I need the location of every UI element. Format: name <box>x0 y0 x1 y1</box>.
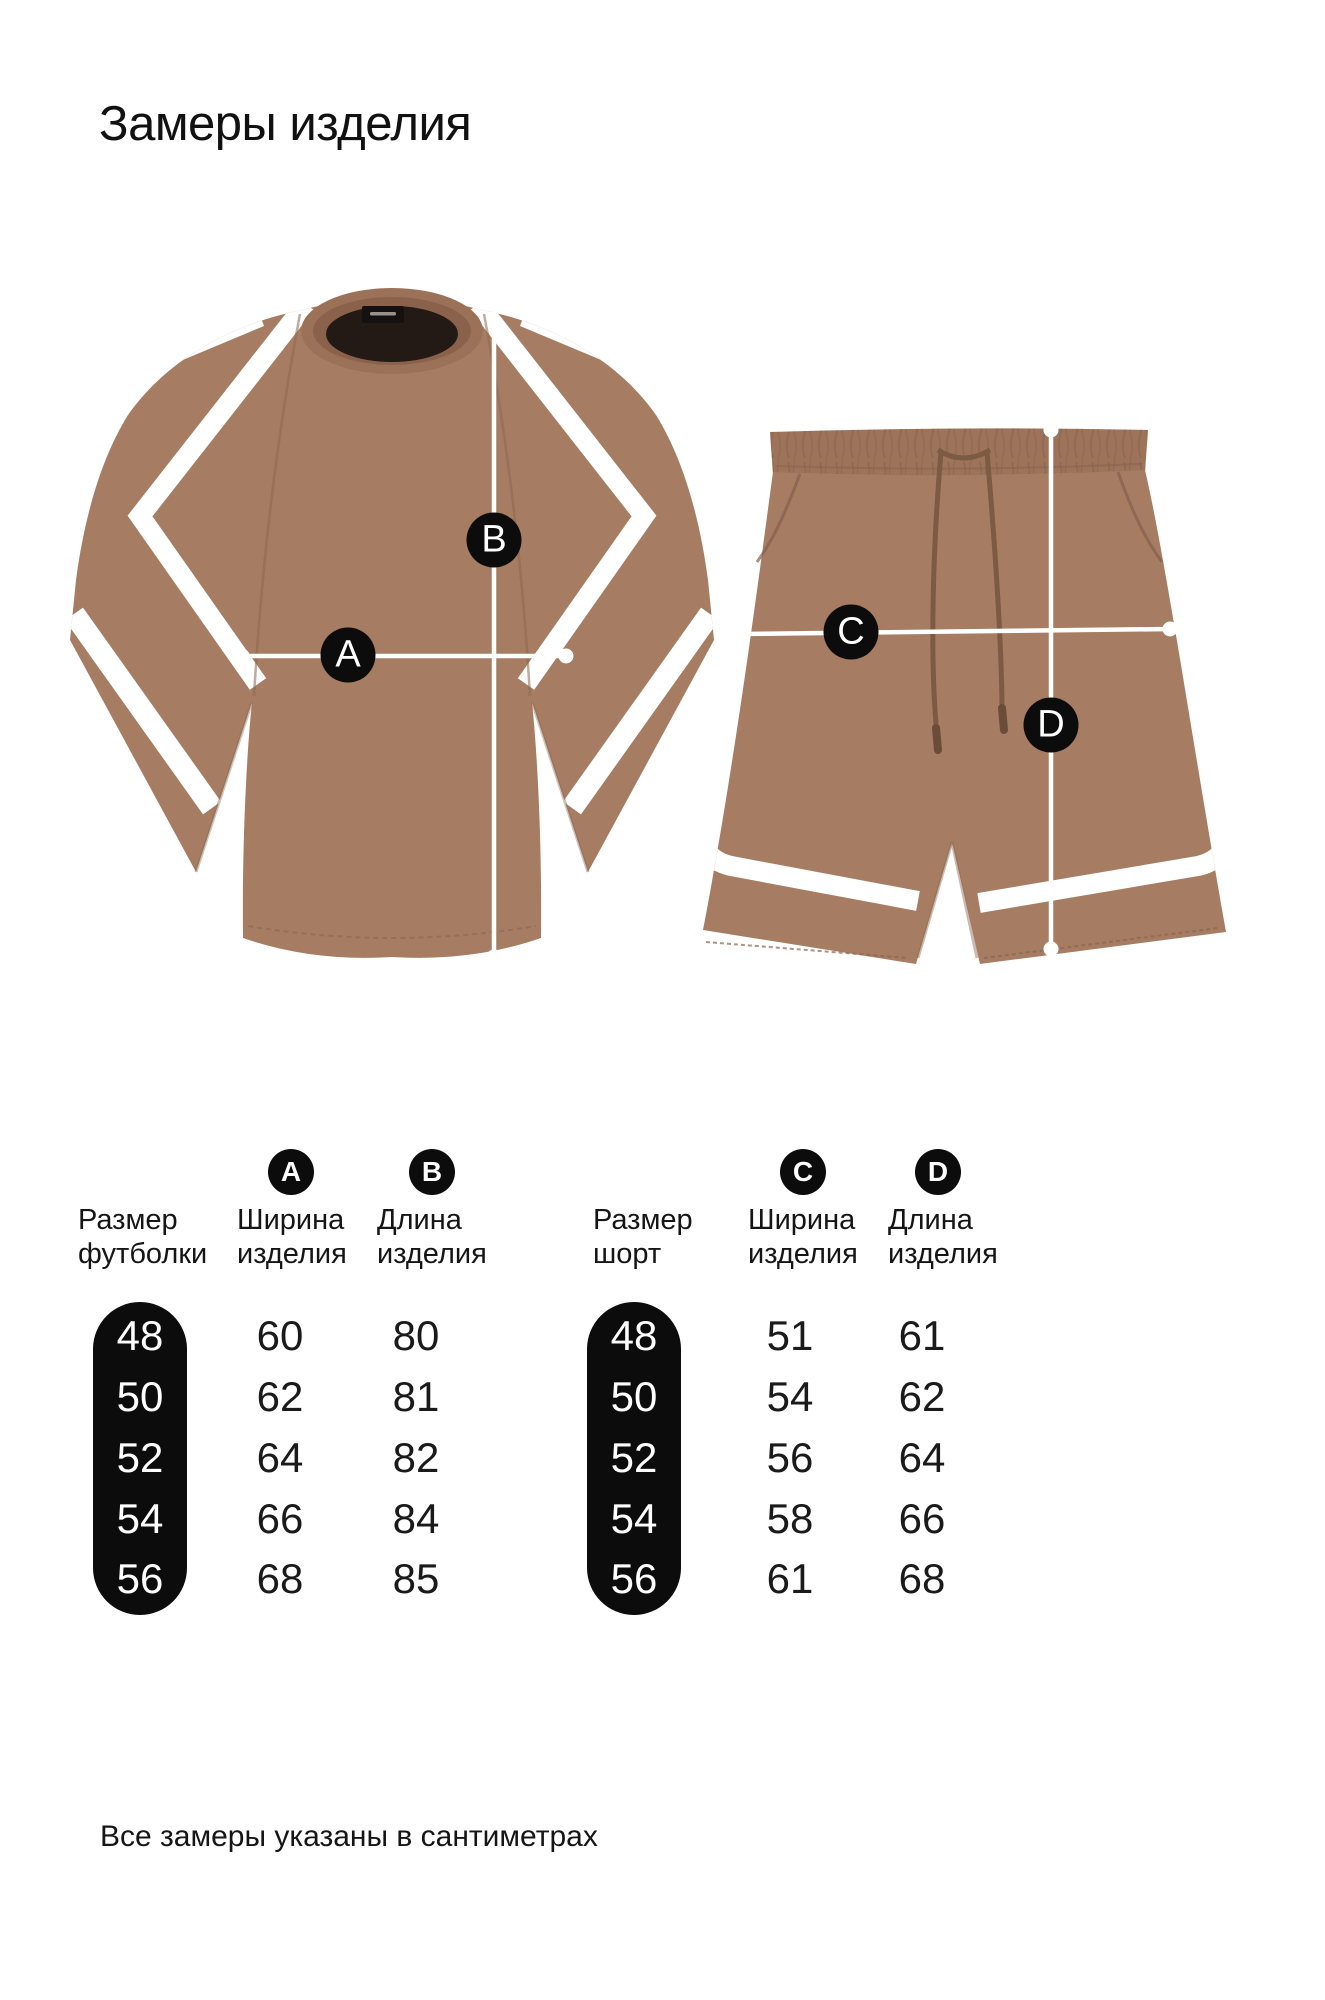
shorts-size-cell: 56 <box>610 1555 658 1602</box>
tshirt-length-cell: 82 <box>392 1434 440 1481</box>
tshirt-collar <box>301 288 483 374</box>
marker-c-badge: C <box>824 605 879 660</box>
shorts-size-cell: 50 <box>610 1373 658 1420</box>
shorts-width-cell: 51 <box>766 1312 814 1359</box>
table-marker-b-badge: B <box>409 1149 455 1195</box>
tshirt-width-cell: 68 <box>256 1555 304 1602</box>
tshirt-size-cell: 48 <box>116 1312 164 1359</box>
shorts-size-cell: 48 <box>610 1312 658 1359</box>
tshirt-length-cell: 81 <box>392 1373 440 1420</box>
shorts-width-cell: 54 <box>766 1373 814 1420</box>
tshirt-width-column-header: Ширина изделия <box>237 1204 347 1270</box>
shorts-length-cell: 66 <box>898 1495 946 1542</box>
tshirt-size-cell: 50 <box>116 1373 164 1420</box>
tshirt-width-cell: 66 <box>256 1495 304 1542</box>
tshirt-body <box>70 298 714 958</box>
tshirt-width-cell: 64 <box>256 1434 304 1481</box>
tshirt-length-cell: 80 <box>392 1312 440 1359</box>
tshirt-size-cell: 56 <box>116 1555 164 1602</box>
tshirt-size-cell: 54 <box>116 1495 164 1542</box>
tshirt-length-column-header: Длина изделия <box>377 1204 487 1270</box>
shorts-length-cell: 68 <box>898 1555 946 1602</box>
shorts-length-cell: 61 <box>898 1312 946 1359</box>
shorts-width-cell: 56 <box>766 1434 814 1481</box>
tshirt-illustration <box>70 288 714 958</box>
table-marker-c-badge: C <box>780 1149 826 1195</box>
shorts-body <box>703 470 1226 964</box>
shorts-width-cell: 61 <box>766 1555 814 1602</box>
tshirt-size-cell: 52 <box>116 1434 164 1481</box>
shorts-size-column-header: Размер шорт <box>593 1204 693 1270</box>
table-marker-a-badge: A <box>268 1149 314 1195</box>
page-title: Замеры изделия <box>99 97 472 151</box>
shorts-width-column-header: Ширина изделия <box>748 1204 858 1270</box>
shorts-size-cell: 52 <box>610 1434 658 1481</box>
shorts-length-column-header: Длина изделия <box>888 1204 998 1270</box>
shorts-size-cell: 54 <box>610 1495 658 1542</box>
tshirt-size-column-header: Размер футболки <box>78 1204 208 1270</box>
tshirt-length-cell: 84 <box>392 1495 440 1542</box>
shorts-illustration <box>701 428 1229 964</box>
marker-d-badge: D <box>1024 698 1079 753</box>
shorts-length-cell: 64 <box>898 1434 946 1481</box>
table-marker-d-badge: D <box>915 1149 961 1195</box>
shorts-length-cell: 62 <box>898 1373 946 1420</box>
marker-b-badge: B <box>467 513 522 568</box>
shorts-width-cell: 58 <box>766 1495 814 1542</box>
tshirt-length-cell: 85 <box>392 1555 440 1602</box>
measurements-unit-note: Все замеры указаны в сантиметрах <box>100 1820 598 1853</box>
marker-a-badge: A <box>321 628 376 683</box>
tshirt-width-cell: 62 <box>256 1373 304 1420</box>
tshirt-width-cell: 60 <box>256 1312 304 1359</box>
